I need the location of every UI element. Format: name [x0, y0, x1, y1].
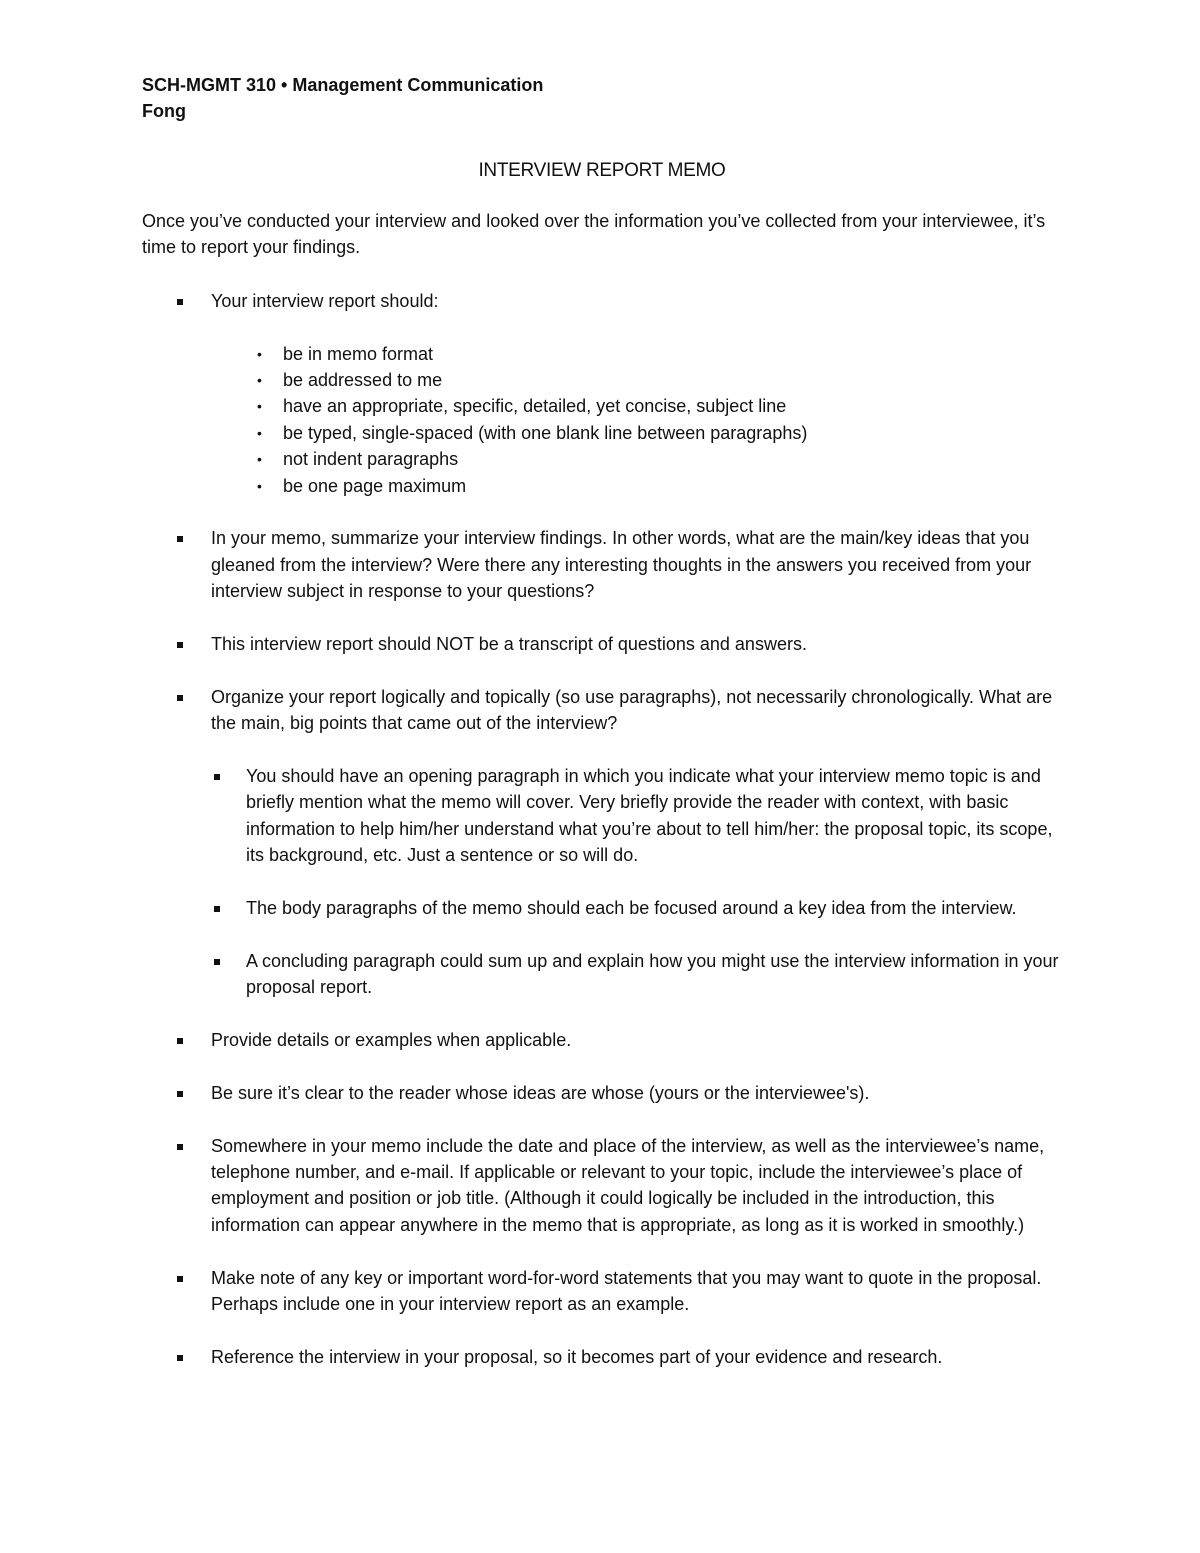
square-bullet-icon — [214, 774, 220, 780]
sublist-item — [211, 446, 1062, 472]
bullet-icon: • — [257, 398, 262, 415]
sublist-item — [211, 393, 1062, 419]
square-bullet-icon — [177, 1276, 183, 1282]
sublist-item — [211, 473, 1062, 499]
sublist-item-text: be typed, single-spaced (with one blank line between paragraphs) — [283, 422, 808, 443]
list-item-text: Your interview report should: — [211, 290, 439, 311]
square-bullet-icon — [177, 695, 183, 701]
list-item — [142, 1265, 1062, 1318]
square-bullet-icon — [177, 299, 183, 305]
list-item-text: In your memo, summarize your interview findings. In other words, what are the main/key ideas that you gleaned from the interview? Were there any interesting thoughts in the answers you received from your interview subject in response to your questions? — [211, 528, 1032, 602]
bullet-icon: • — [257, 372, 262, 389]
sublist-item — [211, 895, 1062, 921]
sublist-item — [211, 420, 1062, 446]
square-bullet-icon — [177, 1355, 183, 1361]
sublist-item-text: be one page maximum — [283, 475, 467, 496]
list-item-text: Provide details or examples when applicable. — [211, 1030, 572, 1051]
sublist-item-text: have an appropriate, specific, detailed, yet concise, subject line — [283, 396, 787, 417]
instructor-name: Fong — [142, 101, 186, 121]
list-item-text: Somewhere in your memo include the date and place of the interview, as well as the interviewee’s name, telephone number, and e-mail. If applicable or relevant to your topic, include the interviewee’s place of employment and position or job title. (Although it could logically be included in the introduction, this information can appear anywhere in the memo that is appropriate, as long as it is worked in smoothly.) — [211, 1135, 1045, 1235]
organization-sublist — [211, 763, 1062, 1001]
sublist-item — [211, 367, 1062, 393]
bullet-icon: • — [257, 451, 262, 468]
sublist-item-text: You should have an opening paragraph in which you indicate what your interview memo topic is and briefly mention what the memo will cover. Very briefly provide the reader with context, with basic information to help him/her understand what you’re about to tell him/her: the proposal topic, its scope, its background, etc. Just a sentence or so will do. — [246, 766, 1053, 866]
list-item — [142, 631, 1062, 657]
square-bullet-icon — [177, 1038, 183, 1044]
document-title: INTERVIEW REPORT MEMO — [478, 160, 726, 181]
square-bullet-icon — [177, 1091, 183, 1097]
list-item-text: This interview report should NOT be a transcript of questions and answers. — [211, 634, 807, 655]
square-bullet-icon — [177, 642, 183, 648]
list-item — [142, 288, 1062, 499]
list-item — [142, 525, 1062, 604]
instruction-list — [142, 288, 1062, 1370]
list-item — [142, 1133, 1062, 1239]
bullet-icon: • — [257, 424, 262, 441]
requirements-sublist — [211, 341, 1062, 499]
list-item-text: Reference the interview in your proposal, so it becomes part of your evidence and research. — [211, 1346, 943, 1367]
list-item — [142, 1344, 1062, 1370]
sublist-item — [211, 763, 1062, 869]
list-item — [142, 1080, 1062, 1106]
list-item-text: Make note of any key or important word-for-word statements that you may want to quote in the proposal. Perhaps include one in your interview report as an example. — [211, 1267, 1042, 1315]
intro-paragraph: Once you’ve conducted your interview and looked over the information you’ve collected from your interviewee, it’s time to report your findings. — [142, 211, 1046, 258]
sublist-item-text: be in memo format — [283, 343, 434, 364]
list-item-text: Organize your report logically and topically (so use paragraphs), not necessarily chronologically. What are the main, big points that came out of the interview? — [211, 686, 1053, 734]
list-item-text: Be sure it’s clear to the reader whose ideas are whose (yours or the interviewee's). — [211, 1082, 870, 1103]
square-bullet-icon — [214, 959, 220, 965]
square-bullet-icon — [214, 906, 220, 912]
sublist-item — [211, 948, 1062, 1001]
bullet-icon: • — [257, 477, 262, 494]
list-item — [142, 684, 1062, 1001]
sublist-item — [211, 341, 1062, 367]
bullet-icon: • — [257, 345, 262, 362]
document-page — [142, 72, 1062, 1397]
sublist-item-text: The body paragraphs of the memo should each be focused around a key idea from the interview. — [246, 898, 1017, 919]
sublist-item-text: A concluding paragraph could sum up and explain how you might use the interview information in your proposal report. — [246, 950, 1059, 998]
sublist-item-text: be addressed to me — [283, 370, 443, 391]
square-bullet-icon — [177, 536, 183, 542]
square-bullet-icon — [177, 1144, 183, 1150]
course-header: SCH-MGMT 310 • Management Communication — [142, 75, 544, 95]
list-item — [142, 1027, 1062, 1053]
sublist-item-text: not indent paragraphs — [283, 449, 459, 470]
